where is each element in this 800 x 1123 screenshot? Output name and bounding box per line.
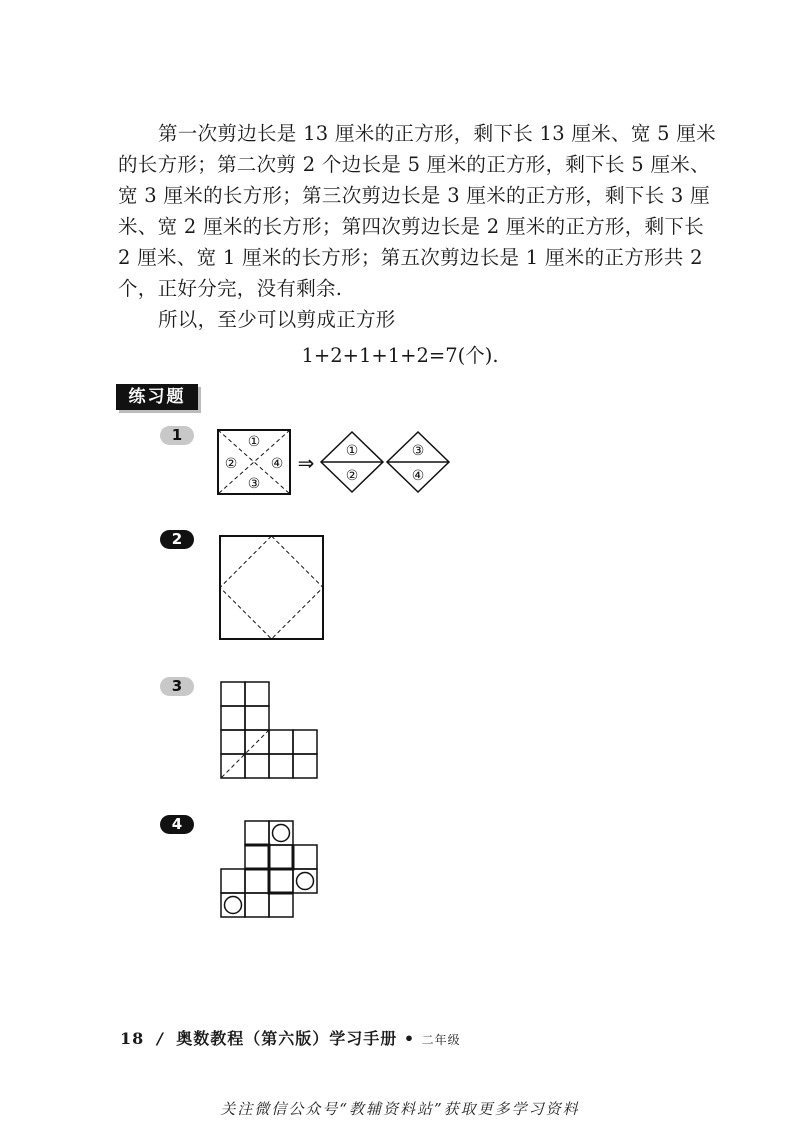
grade-label: 二年级 — [421, 1033, 461, 1047]
region-label: ① — [345, 443, 359, 459]
equation: 1+2+1+1+2=7(个). — [301, 344, 499, 367]
book-title: 奥数教程（第六版）学习手册 — [176, 1029, 398, 1048]
region-label: ④ — [270, 456, 284, 472]
bold-cut-path-bottom — [245, 869, 293, 893]
circle-marker — [297, 873, 314, 890]
exercise-1-figure — [216, 428, 456, 498]
page-number: 18 — [120, 1029, 145, 1048]
exercise-number-badge: 1 — [160, 426, 194, 445]
arrow-icon: ⇒ — [297, 451, 315, 475]
bold-cut-path-top — [245, 845, 293, 869]
exercise-number-badge: 3 — [160, 677, 194, 696]
exercise-4-figure — [220, 820, 320, 918]
footer-slash: / — [156, 1029, 164, 1048]
solution-line: 个，正好分完，没有剩余. — [118, 277, 343, 300]
exercise-number-badge: 2 — [160, 530, 194, 549]
exercise-number-badge: 4 — [160, 815, 194, 834]
footer-bullet: • — [403, 1029, 416, 1048]
solution-line: 第一次剪边长是 13 厘米的正方形，剩下长 13 厘米、宽 5 厘米 — [158, 122, 716, 145]
watermark-text: 关注微信公众号“教辅资料站”获取更多学习资料 — [220, 1100, 580, 1118]
region-label: ③ — [411, 443, 425, 459]
exercise-3-figure — [220, 681, 320, 779]
solution-line: 的长方形；第二次剪 2 个边长是 5 厘米的正方形，剩下长 5 厘米、 — [118, 153, 710, 176]
solution-paragraph — [118, 118, 716, 335]
region-label: ① — [247, 434, 261, 450]
exercise-section-title: 练习题 — [116, 384, 198, 410]
solution-line: 米、宽 2 厘米的长方形；第四次剪边长是 2 厘米的正方形，剩下长 — [118, 215, 705, 238]
exercise-2-figure — [219, 535, 325, 641]
inner-dashed-diamond — [220, 536, 323, 639]
solution-line: 2 厘米、宽 1 厘米的长方形；第五次剪边长是 1 厘米的正方形共 2 — [118, 246, 703, 269]
region-label: ④ — [411, 468, 425, 484]
solution-line: 宽 3 厘米的长方形；第三次剪边长是 3 厘米的正方形，剩下长 3 厘 — [118, 184, 710, 207]
page-footer — [120, 1026, 461, 1049]
circle-marker — [273, 825, 290, 842]
region-label: ② — [345, 468, 359, 484]
conclusion-line: 所以，至少可以剪成正方形 — [158, 308, 396, 331]
circle-marker — [225, 897, 242, 914]
region-label: ② — [224, 456, 238, 472]
outer-square — [220, 536, 323, 639]
region-label: ③ — [247, 476, 261, 492]
